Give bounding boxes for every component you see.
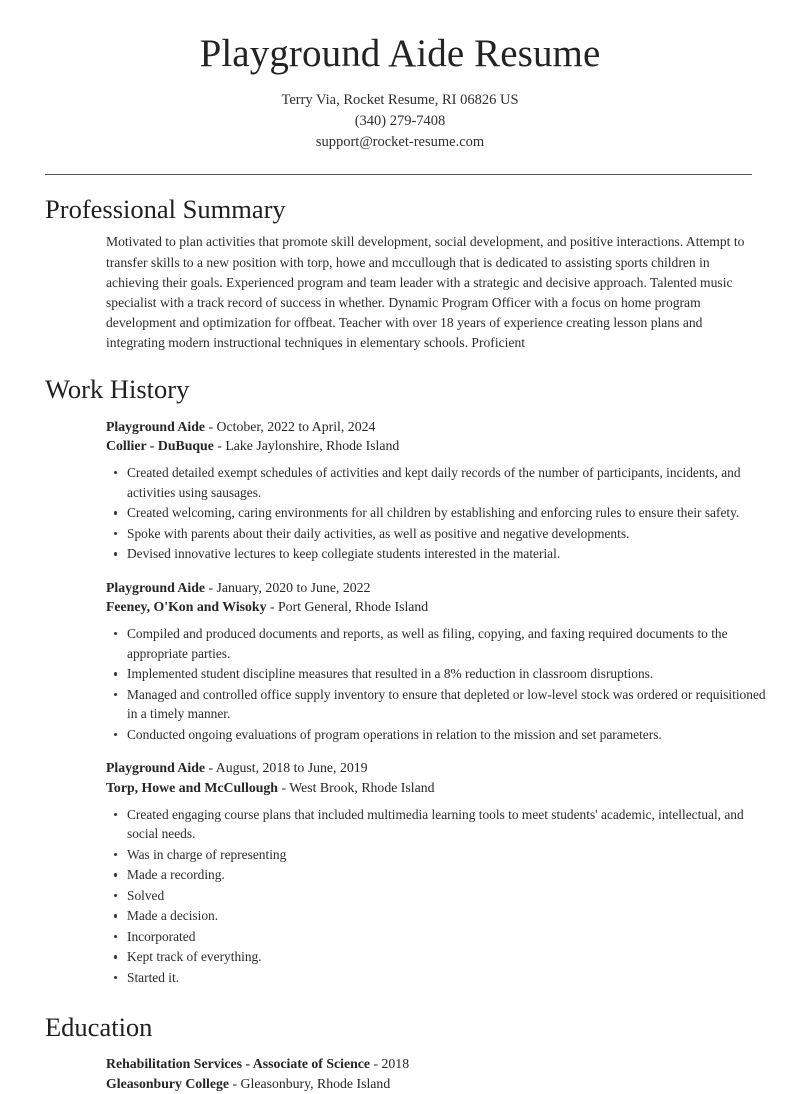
job-company: Torp, Howe and McCullough xyxy=(106,779,278,795)
contact-address: Terry Via, Rocket Resume, RI 06826 US xyxy=(281,91,519,108)
job-title-line xyxy=(106,578,752,598)
job-responsibility-list xyxy=(106,624,766,744)
professional-summary-body xyxy=(106,232,752,353)
list-item: Implemented student discipline measures that resulted in a 8% reduction in classroom disruptions. xyxy=(106,664,772,684)
job-responsibility-list xyxy=(106,463,752,564)
job-dates: - October, 2022 to April, 2024 xyxy=(208,418,376,434)
section-heading-professional-summary: Professional Summary xyxy=(45,193,286,224)
list-item: Was in charge of representing xyxy=(106,845,772,865)
education-program: Rehabilitation Services - Associate of Science xyxy=(106,1056,371,1072)
contact-phone: (340) 279-7408 xyxy=(354,112,446,129)
job-company-line xyxy=(106,778,752,798)
education-school-line xyxy=(106,1074,752,1094)
job-company: Feeney, O'Kon and Wisoky xyxy=(106,599,267,615)
work-history-entry xyxy=(106,578,766,745)
job-responsibility-list xyxy=(106,805,752,988)
list-item: Devised innovative lectures to keep collegiate students interested in the material. xyxy=(106,544,772,564)
job-title: Playground Aide xyxy=(106,418,206,434)
list-item: Made a decision. xyxy=(106,906,772,926)
section-heading-work-history: Work History xyxy=(45,374,190,405)
education-year: - 2018 xyxy=(373,1056,410,1072)
job-title: Playground Aide xyxy=(106,760,206,776)
job-location: - West Brook, Rhode Island xyxy=(281,779,435,795)
contact-email: support@rocket-resume.com xyxy=(315,134,485,151)
professional-summary-section xyxy=(45,194,752,353)
list-item: Spoke with parents about their daily activities, as well as positive and negative developments. xyxy=(106,524,772,544)
job-location: - Lake Jaylonshire, Rhode Island xyxy=(217,438,400,454)
page-title: Playground Aide Resume xyxy=(199,32,601,75)
header-divider xyxy=(45,174,752,175)
list-item: Created welcoming, caring environments for all children by establishing and enforcing rules to ensure their safety. xyxy=(106,503,772,523)
list-item: Solved xyxy=(106,886,772,906)
job-title-line xyxy=(106,417,752,437)
job-company-line xyxy=(106,436,752,456)
job-title: Playground Aide xyxy=(106,579,206,595)
job-title-line xyxy=(106,758,752,778)
job-company-line xyxy=(106,597,752,617)
job-dates: - August, 2018 to June, 2019 xyxy=(208,760,368,776)
work-history-entry xyxy=(106,417,752,564)
job-dates: - January, 2020 to June, 2022 xyxy=(208,579,371,595)
education-school: Gleasonbury College xyxy=(106,1075,230,1091)
education-program-line xyxy=(106,1054,752,1074)
job-location: - Port General, Rhode Island xyxy=(269,599,429,615)
list-item: Incorporated xyxy=(106,927,772,947)
work-history-entry xyxy=(106,758,752,987)
professional-summary-text: Motivated to plan activities that promote skill development, social development, and positive interactions. Attempt to transfer skills to a new position with torp, howe and mccullough that is dedicated to assisting sports children in achieving their goals. Experienced program and team leader with a strategic and decisive approach. Talented music specialist with a track record of success in whether. Dynamic Program Officer with a focus on home program development and optimization for offbeat. Teacher with over 18 years of experience creating lesson plans and integrating modern instructional techniques in elementary schools. Proficient xyxy=(106,234,745,350)
education-section xyxy=(45,1012,752,1094)
education-entry xyxy=(106,1054,752,1093)
list-item: Created engaging course plans that included multimedia learning tools to meet students' academic, intellectual, and social needs. xyxy=(106,805,772,844)
education-body xyxy=(106,1054,752,1093)
list-item: Compiled and produced documents and reports, as well as filing, copying, and faxing required documents to the appropriate parties. xyxy=(106,624,772,663)
resume-header xyxy=(0,0,800,154)
list-item: Managed and controlled office supply inventory to ensure that depleted or low-level stock was ordered or requisitioned in a timely manner. xyxy=(106,685,772,724)
work-history-section xyxy=(45,374,766,988)
list-item: Made a recording. xyxy=(106,865,772,885)
work-history-body xyxy=(106,417,766,988)
list-item: Started it. xyxy=(106,968,772,988)
list-item: Conducted ongoing evaluations of program operations in relation to the mission and set parameters. xyxy=(106,725,772,745)
education-location: - Gleasonbury, Rhode Island xyxy=(232,1075,391,1091)
section-heading-education: Education xyxy=(45,1011,153,1042)
list-item: Kept track of everything. xyxy=(106,947,772,967)
list-item: Created detailed exempt schedules of activities and kept daily records of the number of participants, incidents, and activities using sausages. xyxy=(106,463,772,502)
job-company: Collier - DuBuque xyxy=(106,438,214,454)
